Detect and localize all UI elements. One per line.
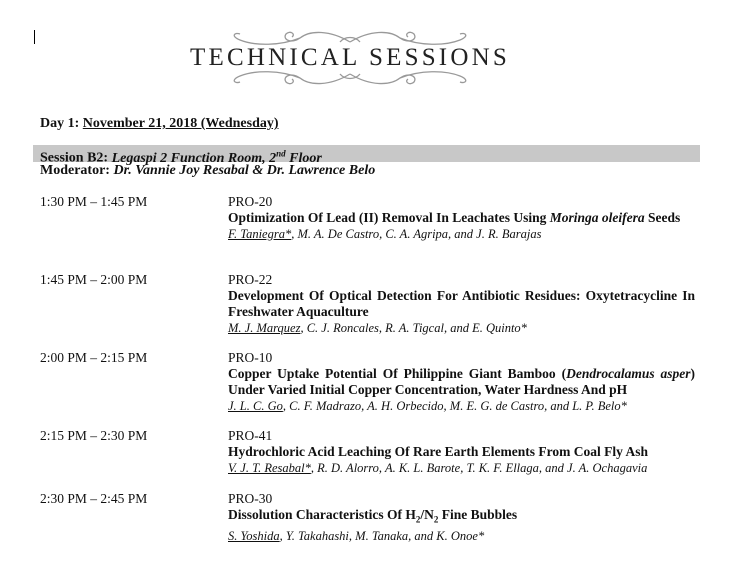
- presenting-author: M. J. Marquez: [228, 321, 301, 335]
- talk-authors: [228, 528, 695, 544]
- talk-authors: [228, 460, 695, 476]
- day-label: Day 1:: [40, 116, 80, 131]
- talk-title: [228, 210, 695, 226]
- co-authors: , Y. Takahashi, M. Tanaka, and K. Onoe*: [279, 528, 485, 543]
- day-heading: [40, 116, 279, 132]
- talk-time: 1:45 PM – 2:00 PM: [40, 272, 148, 287]
- session-label: Session B2:: [40, 150, 109, 166]
- talk-title: [228, 444, 695, 460]
- talk-code: PRO-30: [228, 491, 273, 506]
- moderator-label: Moderator:: [40, 163, 110, 178]
- talk-title-segment: Seeds: [644, 210, 681, 225]
- session-room-sup: nd: [276, 148, 286, 158]
- talk-time: 1:30 PM – 1:45 PM: [40, 194, 148, 209]
- talk-time: 2:00 PM – 2:15 PM: [40, 350, 148, 365]
- talk-title: [228, 288, 695, 320]
- talk-code: PRO-22: [228, 272, 273, 287]
- talk-time: 2:30 PM – 2:45 PM: [40, 491, 148, 506]
- talk-content: [228, 272, 695, 336]
- talk-title-segment: 2: [433, 514, 439, 525]
- session-floor: Floor: [285, 150, 322, 166]
- text-cursor: [34, 30, 35, 44]
- co-authors: , C. J. Roncales, R. A. Tigcal, and E. Quinto*: [300, 321, 527, 335]
- talk-content: [228, 350, 695, 414]
- talk-title-segment: Copper Uptake Potential Of Philippine Giant Bamboo (: [228, 366, 567, 381]
- talk-code: PRO-10: [228, 350, 273, 365]
- talk-content: [228, 428, 695, 476]
- day-date: November 21, 2018 (Wednesday): [82, 116, 279, 131]
- talk-time: 2:15 PM – 2:30 PM: [40, 428, 148, 443]
- co-authors: , C. F. Madrazo, A. H. Orbecido, M. E. G. de Castro, and L. P. Belo*: [282, 399, 627, 413]
- bottom-ornament-icon: [200, 68, 500, 88]
- talk-authors: [228, 398, 695, 414]
- talk-authors: [228, 320, 695, 336]
- moderator-line: [40, 163, 375, 179]
- talk-title-segment: Dendrocalamus asper: [566, 366, 691, 381]
- talk-title-segment: Development Of Optical Detection For Antibiotic Residues: Oxytetracycline In Freshwater Aquaculture: [228, 288, 695, 319]
- talk-title: [228, 366, 695, 398]
- talk-title-segment: 2: [415, 514, 421, 525]
- session-room-text: Legaspi 2 Function Room, 2: [111, 150, 277, 166]
- talk-title-segment: Optimization Of Lead (II) Removal In Leachates Using: [228, 210, 550, 225]
- talk-code: PRO-41: [228, 428, 273, 443]
- talk-title-segment: Dissolution Characteristics Of H: [228, 507, 416, 522]
- talk-title-segment: Fine Bubbles: [438, 507, 518, 522]
- co-authors: , R. D. Alorro, A. K. L. Barote, T. K. F. Ellaga, and J. A. Ochagavia: [310, 461, 648, 475]
- talk-authors: [228, 226, 695, 242]
- presenting-author: S. Yoshida: [228, 528, 280, 543]
- talk-title-segment: /N: [420, 507, 434, 522]
- talk-title-segment: Hydrochloric Acid Leaching Of Rare Earth Elements From Coal Fly Ash: [228, 444, 648, 459]
- moderator-names: Dr. Vannie Joy Resabal & Dr. Lawrence Belo: [113, 163, 376, 178]
- presenting-author: V. J. T. Resabal*: [228, 461, 311, 475]
- page-title: TECHNICAL SESSIONS: [190, 44, 510, 71]
- co-authors: , M. A. De Castro, C. A. Agripa, and J. R. Barajas: [291, 227, 542, 241]
- presenting-author: J. L. C. Go: [228, 399, 283, 413]
- presenting-author: F. Taniegra*: [228, 227, 292, 241]
- talk-code: PRO-20: [228, 194, 273, 209]
- talk-content: [228, 491, 695, 544]
- talk-title-segment: ) Under Varied Initial Copper Concentration, Water Hardness And pH: [228, 366, 696, 397]
- talk-content: [228, 194, 695, 242]
- session-bar: [33, 145, 700, 166]
- talk-title: [228, 507, 695, 528]
- talk-title-segment: Moringa oleifera: [549, 210, 645, 225]
